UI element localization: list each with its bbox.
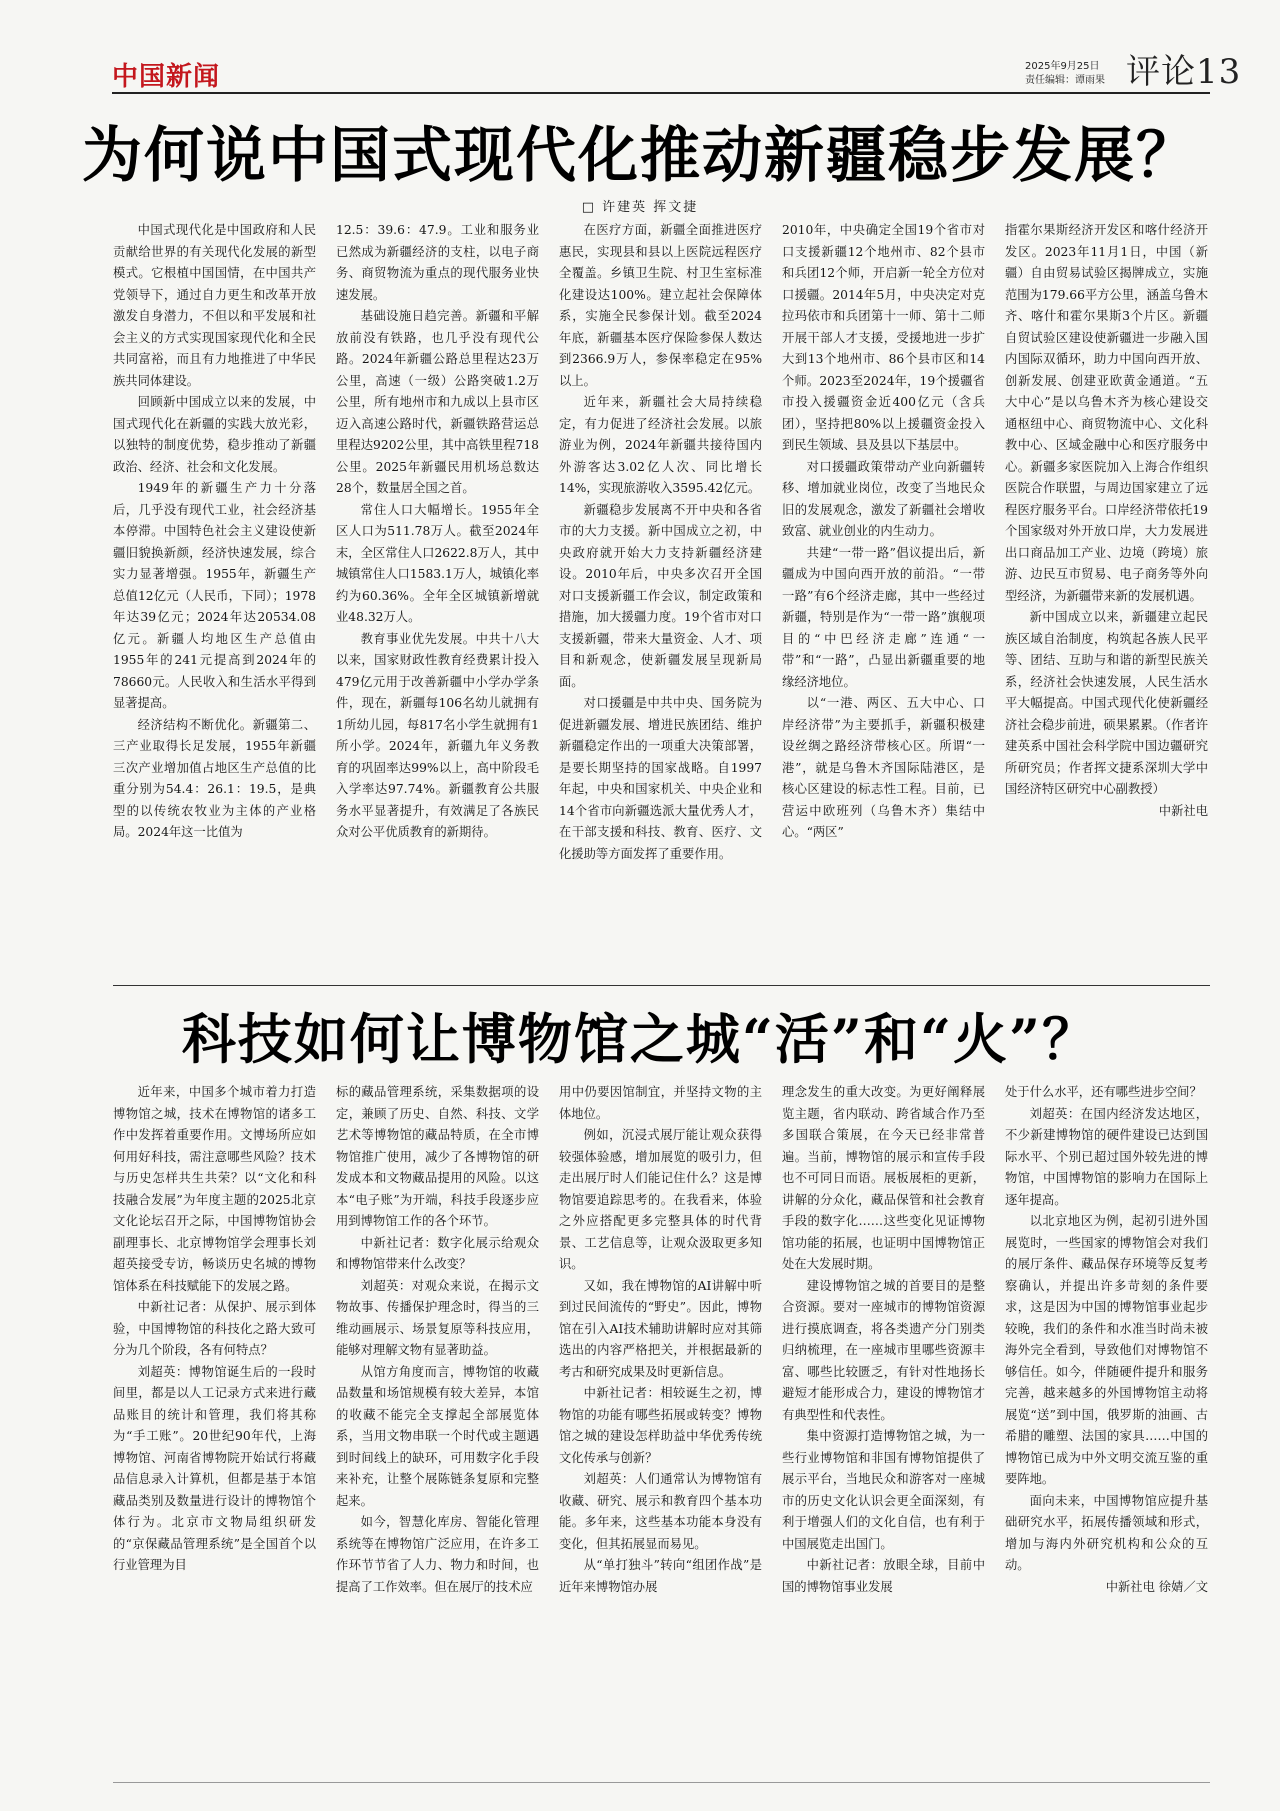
- article1-signature: 中新社电: [1158, 803, 1208, 818]
- paragraph: 对口援疆政策带动产业向新疆转移、增加就业岗位，改变了当地民众旧的发展观念，激发了新疆社会增收致富、就业创业的内生动力。: [782, 459, 985, 538]
- article-divider: [113, 985, 1210, 986]
- paragraph: 新中国成立以来，新疆建立起民族区域自治制度，构筑起各族人民平等、团结、互助与和谐的新型民族关系，经济社会快速发展，人民生活水平大幅提高。中国式现代化使新疆经济社会稳步前进，硕果累累。（作者许建英系中国社会科学院中国边疆研究所研究员；作者挥文捷系深圳大学中国经济特区研究中心副教授）: [1005, 610, 1208, 796]
- paragraph: 共建“一带一路”倡议提出后，新疆成为中国向西开放的前沿。“一带一路”有6个经济走廊，其中一些经过新疆，特别是作为“一带一路”旗舰项目的“中巴经济走廊”连通“一带”和“一路”，凸显出新疆重要的地缘经济地位。: [782, 545, 985, 689]
- paragraph: 常住人口大幅增长。1955年全区人口为511.78万人。截至2024年末，全区常住人口2622.8万人，其中城镇常住人口1583.1万人，城镇化率约为60.36%。全年全区城镇新增就业48.32万人。: [336, 502, 539, 624]
- paragraph: 用中仍要因馆制宜，并坚持文物的主体地位。: [559, 1085, 762, 1121]
- paragraph: 1949年的新疆生产力十分落后，几乎没有现代工业，社会经济基本停滞。中国特色社会主义建设使新疆旧貌换新颜，经济快速发展，综合实力显著增强。1955年，新疆生产总值12亿元（人民币，下同）；1978年达39亿元；2024年达20534.08亿元。新疆人均地区生产总值由1955年的241元提高到2024年的78660元。人民收入和生活水平得到显著提高。: [113, 481, 316, 710]
- interview-question: 处于什么水平，还有哪些进步空间？: [1005, 1085, 1202, 1099]
- masthead: [0, 0, 1280, 100]
- issue-date: 2025年9月25日: [1025, 61, 1100, 72]
- paragraph: 集中资源打造博物馆之城，为一些行业博物馆和非国有博物馆提供了展示平台，当地民众和游客对一座城市的历史文化认识会更全面深刻，有利于增强人们的文化自信，也有利于中国展览走出国门。: [782, 1429, 985, 1551]
- top-rule: [112, 92, 1210, 94]
- interview-question: 中新社记者：从保护、展示到体验，中国博物馆的科技化之路大致可分为几个阶段，各有何特点？: [113, 1300, 316, 1357]
- paragraph: 近年来，新疆社会大局持续稳定，有力促进了经济社会发展。以旅游业为例，2024年新疆共接待国内外游客达3.02亿人次、同比增长14%，实现旅游收入3595.42亿元。: [559, 395, 762, 495]
- paragraph: 标的藏品管理系统，采集数据项的设定，兼顾了历史、自然、科技、文学艺术等博物馆的藏品特质，在全市博物馆推广使用，减少了各博物馆的研发成本和文物藏品提用的风险。以这本“电子账”为开端，科技手段逐步应用到博物馆工作的各个环节。: [336, 1085, 539, 1228]
- paragraph: 从馆方角度而言，博物馆的收藏品数量和场馆规模有较大差异，本馆的收藏不能完全支撑起全部展览体系，当用文物串联一个时代或主题遇到时间线上的缺环，可用数字化手段来补充，让整个展陈链条复原和完整起来。: [336, 1364, 539, 1508]
- article1-column: [559, 220, 762, 985]
- interview-question: 中新社记者：数字化展示给观众和博物馆带来什么改变？: [336, 1235, 539, 1271]
- article2-column: [1005, 1082, 1208, 1782]
- article2-headline: 科技如何让博物馆之城“活”和“火”？: [181, 1007, 1099, 1071]
- newspaper-logo: 中国新闻: [112, 62, 221, 92]
- paragraph: 刘超英：在国内经济发达地区，不少新建博物馆的硬件建设已达到国际水平、个别已超过国外较先进的博物馆，中国博物馆的影响力在国际上逐年提高。: [1005, 1106, 1208, 1207]
- paragraph: 建设博物馆之城的首要目的是整合资源。要对一座城市的博物馆资源进行摸底调查，将各类遗产分门别类归纳梳理，在一座城市里哪些资源丰富、哪些比较匮乏，有针对性地扬长避短才能形成合力，建设的博物馆才有典型性和代表性。: [782, 1278, 985, 1422]
- paragraph: 回顾新中国成立以来的发展，中国式现代化在新疆的实践大放光彩，以独特的制度优势，稳步推动了新疆政治、经济、社会和文化发展。: [113, 395, 316, 474]
- paragraph: 例如，沉浸式展厅能让观众获得较强体验感，增加展览的吸引力，但走出展厅时人们能记住什么？这是博物馆要追踪思考的。在我看来，体验之外应搭配更多完整具体的时代背景、工艺信息等，让观众汲取更多知识。: [559, 1128, 762, 1271]
- paragraph: 中国式现代化是中国政府和人民贡献给世界的有关现代化发展的新型模式。它根植中国国情，在中国共产党领导下，通过自力更生和改革开放激发自身潜力，不但以和平发展和社会主义的方式实现国家现代化和全民共同富裕，而且有力地推进了中华民族共同体建设。: [113, 223, 316, 388]
- paragraph: 基础设施日趋完善。新疆和平解放前没有铁路，也几乎没有现代公路。2024年新疆公路总里程达23万公里，高速（一级）公路突破1.2万公里，所有地州市和九成以上县市区迈入高速公路时代，新疆铁路营运总里程达9202公里，其中高铁里程718公里。2025年新疆民用机场总数达28个，数量居全国之首。: [336, 309, 539, 495]
- article1-column: [1005, 220, 1208, 985]
- paragraph: 12.5：39.6：47.9。工业和服务业已然成为新疆经济的支柱，以电子商务、商贸物流为重点的现代服务业快速发展。: [336, 223, 539, 302]
- paragraph: 以“一港、两区、五大中心、口岸经济带”为主要抓手，新疆积极建设丝绸之路经济带核心区。所谓“一港”，就是乌鲁木齐国际陆港区，是核心区建设的标志性工程。目前，已营运中欧班列（乌鲁木齐）集结中心。“两区”: [782, 696, 985, 839]
- article2-column: [559, 1082, 762, 1782]
- paragraph: 新疆稳步发展离不开中央和各省市的大力支援。新中国成立之初，中央政府就开始大力支持新疆经济建设。2010年后，中央多次召开全国对口支援新疆工作会议，制定政策和措施，加大援疆力度。19个省市对口支援新疆，带来大量资金、人才、项目和新观念，使新疆发展呈现新局面。: [559, 502, 762, 689]
- section-page-label: 评论13: [1126, 52, 1242, 92]
- article2-body: [113, 1082, 1210, 1782]
- article1-headline: 为何说中国式现代化推动新疆稳步发展？: [82, 121, 1198, 191]
- article1-column: [113, 220, 316, 985]
- article1-body: [113, 220, 1210, 985]
- article1-byline: □ 许建英 挥文捷: [581, 200, 699, 215]
- paragraph: 经济结构不断优化。新疆第二、三产业取得长足发展，1955年新疆三次产业增加值占地区生产总值的比重分别为54.4：26.1：19.5，是典型的以传统农牧业为主体的产业格局。2024年这一比值为: [113, 717, 316, 839]
- article1-column: [782, 220, 985, 985]
- paragraph: 在医疗方面，新疆全面推进医疗惠民，实现县和县以上医院远程医疗全覆盖。乡镇卫生院、村卫生室标准化建设达100%。建立起社会保障体系，实施全民参保计划。截至2024年底，新疆基本医疗保险参保人数达到2366.9万人，参保率稳定在95%以上。: [559, 223, 762, 388]
- paragraph: 理念发生的重大改变。为更好阐释展览主题，省内联动、跨省域合作乃至多国联合策展，在今天已经非常普遍。当前，博物馆的展示和宣传手段也不可同日而语。展板展柜的更新，讲解的分众化，藏品保管和社会教育手段的数字化……这些变化见证博物馆功能的拓展，也证明中国博物馆正处在大发展时期。: [782, 1085, 985, 1271]
- editor-credit: 责任编辑：谭雨果: [1025, 75, 1105, 86]
- paragraph: 刘超英：对观众来说，在揭示文物故事、传播保护理念时，得当的三维动画展示、场景复原等科技应用，能够对理解文物有显著助益。: [336, 1278, 539, 1357]
- paragraph: 面向未来，中国博物馆应提升基础研究水平，拓展传播领域和形式，增加与海内外研究机构和公众的互动。: [1005, 1493, 1208, 1572]
- paragraph: 对口援疆是中共中央、国务院为促进新疆发展、增进民族团结、维护新疆稳定作出的一项重大决策部署，是要长期坚持的国家战略。自1997年起，中央和国家机关、中央企业和14个省市向新疆选派大量优秀人才，在干部支援和科技、教育、医疗、文化援助等方面发挥了重要作用。: [559, 696, 762, 861]
- paragraph: 指霍尔果斯经济开发区和喀什经济开发区。2023年11月1日，中国（新疆）自由贸易试验区揭牌成立，实施范围为179.66平方公里，涵盖乌鲁木齐、喀什和霍尔果斯3个片区。新疆自贸试验区建设使新疆进一步融入国内国际双循环，助力中国向西开放、创新发展、创建亚欧黄金通道。“五大中心”是以乌鲁木齐为核心建设交通枢纽中心、商贸物流中心、文化科教中心、区域金融中心和医疗服务中心。新疆多家医院加入上海合作组织医院合作联盟，与周边国家建立了远程医疗服务平台。口岸经济带依托19个国家级对外开放口岸，大力发展进出口商品加工产业、边境（跨境）旅游、边民互市贸易、电子商务等外向型经济，为新疆带来新的发展机遇。: [1005, 223, 1208, 603]
- interview-question: 中新社记者：相较诞生之初，博物馆的功能有哪些拓展或转变？博物馆之城的建设怎样助益中华优秀传统文化传承与创新？: [559, 1386, 762, 1465]
- paragraph: 教育事业优先发展。中共十八大以来，国家财政性教育经费累计投入479亿元用于改善新疆中小学办学条件，现在，新疆每106名幼儿就拥有1所幼儿园，每817名小学生就拥有1所小学。2024年，新疆九年义务教育的巩固率达99%以上，高中阶段毛入学率达97.74%。新疆教育公共服务水平显著提升，有效满足了各族民众对公平优质教育的新期待。: [336, 631, 539, 839]
- paragraph: 从“单打独斗”转向“组团作战”是近年来博物馆办展: [559, 1558, 762, 1594]
- paragraph: 刘超英：博物馆诞生后的一段时间里，都是以人工记录方式来进行藏品账目的统计和管理，我们将其称为“手工账”。20世纪90年代，上海博物馆、河南省博物院开始试行将藏品信息录入计算机，但都是基于本馆藏品类别及数量进行设计的博物馆个体行为。北京市文物局组织研发的“京保藏品管理系统”是全国首个以行业管理为目: [113, 1364, 316, 1572]
- article2-column: [782, 1082, 985, 1782]
- paragraph: 又如，我在博物馆的AI讲解中听到过民间流传的“野史”。因此，博物馆在引入AI技术辅助讲解时应对其筛选出的内容严格把关，并根据最新的考古和研究成果及时更新信息。: [559, 1278, 762, 1379]
- paragraph: 2010年，中央确定全国19个省市对口支援新疆12个地州市、82个县市和兵团12个师，开启新一轮全方位对口援疆。2014年5月，中央决定对克拉玛依市和兵团第十一师、第十二师开展干部人才支援，受援地进一步扩大到13个地州市、86个县市区和14个师。2023至2024年，19个援疆省市投入援疆资金近400亿元（含兵团），坚持把80%以上援疆资金投入到民生领域、县及县以下基层中。: [782, 223, 985, 452]
- article2-signature: 中新社电 徐婧／文: [1105, 1579, 1208, 1594]
- article2-column: [113, 1082, 316, 1782]
- article1-column: [336, 220, 539, 985]
- paragraph: 刘超英：人们通常认为博物馆有收藏、研究、展示和教育四个基本功能。多年来，这些基本功能本身没有变化，但其拓展显而易见。: [559, 1472, 762, 1551]
- paragraph: 近年来，中国多个城市着力打造博物馆之城，技术在博物馆的诸多工作中发挥着重要作用。文博场所应如何用好科技，需注意哪些风险？技术与历史怎样共生共荣？以“文化和科技融合发展”为年度主题的2025北京文化论坛召开之际，中国博物馆协会副理事长、北京博物馆学会理事长刘超英接受专访，畅谈历史名城的博物馆体系在科技赋能下的发展之路。: [113, 1085, 316, 1293]
- bottom-rule: [113, 1782, 1210, 1783]
- paragraph: 如今，智慧化库房、智能化管理系统等在博物馆广泛应用，在许多工作环节节省了人力、物力和时间，也提高了工作效率。但在展厅的技术应: [336, 1515, 539, 1594]
- date-editor-block: [1025, 60, 1105, 88]
- article2-column: [336, 1082, 539, 1782]
- interview-question: 中新社记者：放眼全球，目前中国的博物馆事业发展: [782, 1558, 985, 1594]
- paragraph: 以北京地区为例，起初引进外国展览时，一些国家的博物馆会对我们的展厅条件、藏品保存环境等反复考察确认，并提出许多苛刻的条件要求，这是因为中国的博物馆事业起步较晚，我们的条件和水准当时尚未被海外完全看到，导致他们对博物馆不够信任。如今，伴随硬件提升和服务完善，越来越多的外国博物馆主动将展览“送”到中国，俄罗斯的油画、古希腊的雕塑、法国的家具……中国的博物馆已成为中外文明交流互鉴的重要阵地。: [1005, 1214, 1208, 1486]
